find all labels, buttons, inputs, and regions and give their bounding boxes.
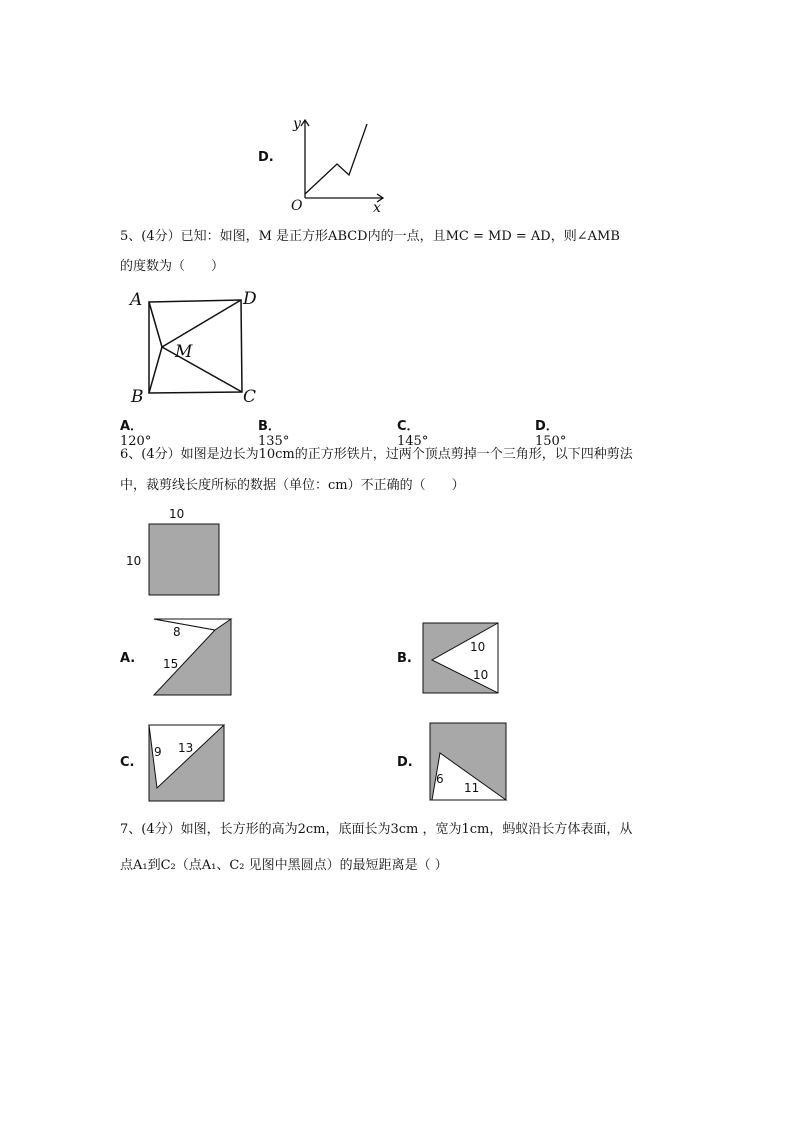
graph-y-label: y bbox=[293, 116, 301, 132]
q6-option-c-label[interactable]: C. bbox=[120, 755, 135, 770]
q7-question-line1: 7、(4分）如图，长方形的高为2cm，底面长为3cm ，宽为1cm，蚂蚁沿长方体表面，从 bbox=[120, 822, 633, 837]
q6-option-d-label[interactable]: D. bbox=[397, 755, 413, 770]
q5-option-d[interactable]: D．150° bbox=[535, 419, 567, 449]
q5-question-line1: 5、(4分）已知：如图，M 是正方形ABCD内的一点，且MC = MD = AD，则∠AMB bbox=[120, 229, 620, 244]
q5-point-m: M bbox=[175, 342, 193, 362]
graph-origin-label: O bbox=[291, 198, 303, 214]
q6-base-square bbox=[120, 503, 230, 599]
graph-x-label: x bbox=[373, 200, 381, 216]
q6-a-label-2: 15 bbox=[163, 657, 179, 671]
q6-d-label-2: 11 bbox=[464, 781, 480, 795]
q6-question-line2: 中，裁剪线长度所标的数据（单位：cm）不正确的（ ） bbox=[120, 478, 465, 493]
q6-a-label-1: 8 bbox=[173, 625, 181, 639]
q6-option-a-label[interactable]: A. bbox=[120, 651, 136, 666]
q6-square-top-label: 10 bbox=[169, 507, 185, 521]
q6-option-b-label[interactable]: B. bbox=[397, 651, 412, 666]
q6-option-b-figure bbox=[415, 615, 505, 697]
q7-question-line2: 点A₁到C₂（点A₁、C₂ 见图中黑圆点）的最短距离是（ ） bbox=[120, 858, 448, 873]
q6-option-a-figure bbox=[145, 612, 240, 700]
q5-question-line2: 的度数为（ ） bbox=[120, 259, 225, 274]
q5-point-d: D bbox=[243, 289, 257, 309]
q5-option-b[interactable]: B．135° bbox=[258, 419, 290, 449]
q6-c-label-1: 9 bbox=[154, 745, 162, 759]
q6-option-d-figure bbox=[422, 716, 514, 806]
q5-point-b: B bbox=[131, 387, 144, 407]
q6-square-left-label: 10 bbox=[126, 554, 142, 568]
q5-square-figure bbox=[125, 285, 265, 407]
q6-option-c-figure bbox=[142, 718, 232, 806]
q6-d-label-1: 6 bbox=[436, 772, 444, 786]
q6-question-line1: 6、(4分）如图是边长为10cm的正方形铁片，过两个顶点剪掉一个三角形，以下四种剪法 bbox=[120, 447, 633, 462]
q5-point-c: C bbox=[243, 387, 257, 407]
q4-option-d-graph bbox=[285, 112, 395, 216]
q5-option-a[interactable]: A．120° bbox=[120, 419, 152, 449]
q6-b-label-1: 10 bbox=[470, 640, 486, 654]
q5-option-c[interactable]: C．145° bbox=[397, 419, 429, 449]
q4-option-d-label: D. bbox=[258, 150, 274, 165]
q6-b-label-2: 10 bbox=[473, 668, 489, 682]
q5-point-a: A bbox=[130, 290, 143, 310]
q6-c-label-2: 13 bbox=[178, 741, 194, 755]
